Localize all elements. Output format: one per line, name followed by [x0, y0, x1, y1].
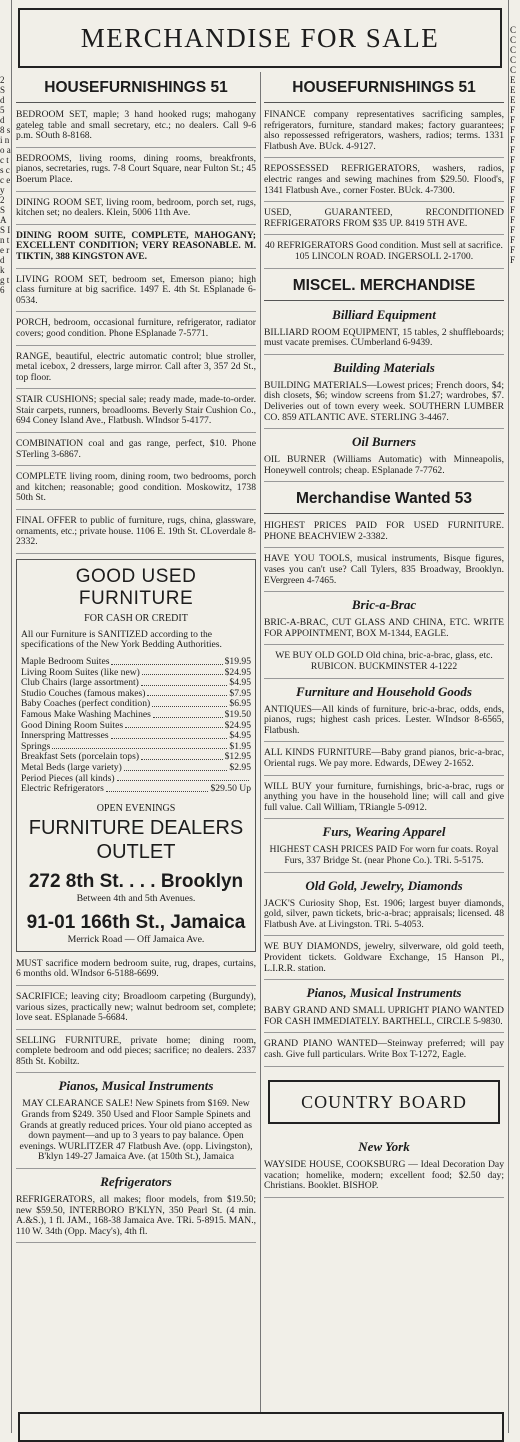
classified-ad: MAY CLEARANCE SALE! New Spinets from $169. New Grands from $249. 350 Used and Floor Sample Spinets and Grands at greatly reduced prices. Your old piano accepted as down payment—and up to 3 years to pay balance. Open evenings. WURLITZER 47 Flatbush Ave. (opp. Livingston), B'klyn 149-27 Jamaica Ave. (at 150th St.), Jamaica	[16, 1098, 256, 1169]
merchandise-wanted-heading: Merchandise Wanted 53	[264, 487, 504, 514]
dealer-name-2: OUTLET	[96, 840, 176, 863]
classified-ad: PORCH, bedroom, occasional furniture, refrigerator, radiator covers; good condition. Phone ESplanade 7-5771.	[16, 317, 256, 345]
next-section-box	[18, 1412, 504, 1442]
household-goods-heading: Furniture and Household Goods	[296, 683, 472, 699]
display-ad-title: GOOD USED FURNITURE	[75, 565, 197, 609]
classified-ad: HIGHEST CASH PRICES PAID For worn fur coats. Royal Furs, 337 Bridge St. (near Phone Co.). TRi. 5-5175.	[264, 844, 504, 872]
furs-heading: Furs, Wearing Apparel	[322, 824, 446, 840]
refrigerators-heading: Refrigerators	[100, 1174, 172, 1190]
housefurnishings-heading: HOUSEFURNISHINGS 51	[264, 76, 504, 103]
classified-ad: WE BUY DIAMONDS, jewelry, silverware, old gold teeth, Provident tickets. Goldware Exchange, 15 Hanson Pl., L.I.R.R. station.	[264, 941, 504, 980]
classified-ad: OIL BURNER (Williams Automatic) with Minneapolis, Honeywell controls; cheap. ESplanade 7-7762.	[264, 454, 504, 482]
price-row: Living Room Suites (like new) $24.95	[21, 666, 251, 678]
price-row: Studio Couches (famous makes) $7.95	[21, 687, 251, 699]
price-row: Metal Beds (large variety) $2.95	[21, 761, 251, 773]
brooklyn-address: 272 8th St. . . . Brooklyn	[28, 870, 244, 892]
bric-a-brac-heading: Bric-a-Brac	[351, 597, 417, 613]
price-row: Baby Coaches (perfect condition) $6.95	[21, 698, 251, 710]
left-adjacent-column-fragment: 2 S d 5 d 8 s i n o a c t s c c e y 2 S A S I n t e r d k g t 6	[0, 0, 12, 1433]
classified-ad: BABY GRAND AND SMALL UPRIGHT PIANO WANTED FOR CASH IMMEDIATELY. BARTHELL, CIRCLE 5-9830.	[264, 1005, 504, 1033]
dealer-name: FURNITURE DEALERS	[28, 816, 244, 839]
price-row: Electric Refrigerators $29.50 Up	[21, 783, 251, 795]
price-row: Breakfast Sets (porcelain tops) $12.95	[21, 751, 251, 763]
classified-ad: JACK'S Curiosity Shop, Est. 1906; largest buyer diamonds, gold, silver, pawn tickets, bric-a-brac; appraisals; licensed. 48 Flatbush Ave. at Livingston. TRi. 5-4053.	[264, 898, 504, 937]
right-column	[264, 76, 504, 1072]
classified-ad: HIGHEST PRICES PAID FOR USED FURNITURE. PHONE BEACHVIEW 2-3382.	[264, 520, 504, 548]
classified-ad: DINING ROOM SUITE, COMPLETE, MAHOGANY; EXCELLENT CONDITION; VERY REASONABLE. M. TIKTIN, 388 KINGSTON AVE.	[16, 230, 256, 269]
price-list	[21, 657, 251, 795]
classified-ad: COMPLETE living room, dining room, two bedrooms, porch and kitchen; reasonable; good condition. Moskowitz, 1738 50th St.	[16, 471, 256, 510]
classified-ad: BILLIARD ROOM EQUIPMENT, 15 tables, 2 shuffleboards; must vacate premises. CUmberland 6-9439.	[264, 327, 504, 355]
classified-ad: ALL KINDS FURNITURE—Baby grand pianos, bric-a-brac, Oriental rugs. We pay more. Edwards, DEwey 2-1652.	[264, 747, 504, 775]
right-adjacent-column-fragment: C C C C C E E E F F F F F F F F F F F F F F F F	[508, 0, 520, 1433]
classified-ad: 40 REFRIGERATORS Good condition. Must sell at sacrifice. 105 LINCOLN ROAD. INGERSOLL 2-1700.	[264, 240, 504, 268]
jamaica-address: 91-01 166th St., Jamaica	[26, 911, 246, 933]
classified-ad: DINING ROOM SET, living room, bedroom, porch set, rugs, kitchen set; no dealers. Klein, 5006 11th Ave.	[16, 197, 256, 225]
billiard-heading: Billiard Equipment	[332, 306, 436, 322]
price-row: Maple Bedroom Suites $19.95	[21, 656, 251, 667]
column-divider	[260, 72, 261, 1412]
pianos-heading: Pianos, Musical Instruments	[58, 1078, 214, 1094]
classified-ad: GRAND PIANO WANTED—Steinway preferred; will pay cash. Give full particulars. Write Box T-1272, Eagle.	[264, 1038, 504, 1066]
classified-ad: WE BUY OLD GOLD Old china, bric-a-brac, glass, etc. RUBICON. BUCKMINSTER 4-1222	[264, 650, 504, 678]
classified-ad: RANGE, beautiful, electric automatic control; blue stroller, metal icebox, 2 dressers, large mirror. Call after 3, 357 2d St., top floor.	[16, 351, 256, 390]
classified-ad: STAIR CUSHIONS; special sale; ready made, made-to-order. Stair carpets, runners, broadlooms. Beverly Stair Cushion Co., 694 Coney Island Ave., Flatbush. WIndsor 5-4177.	[16, 394, 256, 433]
brooklyn-address-note: Between 4th and 5th Avenues.	[76, 892, 196, 904]
country-board-banner: COUNTRY BOARD	[268, 1080, 500, 1124]
price-row: Period Pieces (all kinds)	[21, 774, 251, 785]
classified-ad: BEDROOMS, living rooms, dining rooms, breakfronts, pianos, secretaries, rugs. 7-8 Court Square, near Fulton St.; 45 Boerum Place.	[16, 153, 256, 192]
classified-ad: SELLING FURNITURE, private home; dining room, complete bedroom and odd pieces; sacrifice; no dealers. 2337 85th St. Kobiltz.	[16, 1035, 256, 1074]
classified-ad: REFRIGERATORS, all makes; floor models, from $19.50; new $59.50, INTERBORO B'KLYN, 350 Pearl St. (4 min. A.&S.), 1 fl. JAM., 168-38 Jamaica Ave. TRi. 5-8915. MAN., 110 W. 34th (Opp. Macy's), 4th fl.	[16, 1194, 256, 1243]
housefurnishings-heading: HOUSEFURNISHINGS 51	[16, 76, 256, 103]
price-row: Club Chairs (large assortment) $4.95	[21, 677, 251, 689]
price-row: Innerspring Mattresses $4.95	[21, 730, 251, 742]
building-heading: Building Materials	[333, 359, 435, 375]
oil-burners-heading: Oil Burners	[352, 434, 416, 450]
price-row: Famous Make Washing Machines $19.50	[21, 708, 251, 720]
display-ad-note: All our Furniture is SANITIZED according to the specifications of the New York Bedding Authorities.	[21, 628, 222, 651]
price-row: Good Dining Room Suites $24.95	[21, 719, 251, 731]
classified-ad: FINAL OFFER to public of furniture, rugs, china, glassware, ornaments, etc.; private house. 1106 E. 19th St. CLoverdale 8-2332.	[16, 515, 256, 554]
display-ad-furniture-outlet	[16, 559, 256, 952]
left-column	[16, 76, 256, 1248]
display-ad-subtitle: FOR CASH OR CREDIT	[84, 612, 188, 624]
classified-ad: MUST sacrifice modern bedroom suite, rug, drapes, curtains, 6 months old. WIndsor 6-5188-6699.	[16, 958, 256, 986]
classified-ad: FINANCE company representatives sacrificing samples, refrigerators, furniture, standard makes; factory guarantees; also repossessed refrigerators, washers, radios; terms. 1331 Flatbush Ave. BUck. 4-9127.	[264, 109, 504, 158]
classified-ad: BEDROOM SET, maple; 3 hand hooked rugs; mahogany gateleg table and small secretary, etc.; no dealers. Call 9-6 p.m. SOuth 8-8168.	[16, 109, 256, 148]
classified-ad: WILL BUY your furniture, furnishings, bric-a-brac, rugs or anything you have in the household line; will call and give full value. Call William, TRiangle 5-0912.	[264, 781, 504, 820]
jamaica-address-note: Merrick Road — Off Jamaica Ave.	[67, 933, 205, 945]
open-evenings: OPEN EVENINGS	[96, 802, 176, 814]
classified-ad: ANTIQUES—All kinds of furniture, bric-a-brac, odds, ends, pianos, rugs; highest cash prices. Lester. WIndsor 8-6565, Flatbush.	[264, 704, 504, 743]
new-york-heading: New York	[358, 1139, 410, 1154]
classified-ad: WAYSIDE HOUSE, COOKSBURG — Ideal Decoration Day vacation; homelike, modern; excellent food; $2.50 day; Christians. Booklet. BISHOP.	[264, 1159, 504, 1198]
classified-ad: LIVING ROOM SET, bedroom set, Emerson piano; high class furniture at big sacrifice. 1497 E. 4th St. ESplanade 6-0534.	[16, 274, 256, 313]
classified-ad: HAVE YOU TOOLS, musical instruments, Bisque figures, vases you can't use? Call Tylers, 835 Broadway, Brooklyn. EVergreen 4-7465.	[264, 553, 504, 592]
country-board-section	[264, 1134, 504, 1203]
price-row: Springs $1.95	[21, 740, 251, 752]
classified-ad: SACRIFICE; leaving city; Broadloom carpeting (Burgundy), various sizes, practically new; walnut bedroom set, complete; love seat. ESplanade 5-6684.	[16, 991, 256, 1030]
classified-ad: COMBINATION coal and gas range, perfect, $10. Phone STerling 3-6867.	[16, 438, 256, 466]
gold-heading: Old Gold, Jewelry, Diamonds	[305, 877, 463, 893]
classified-ad: BUILDING MATERIALS—Lowest prices; French doors, $4; dish closets, $6; window screens from $1.27; wardrobes, $7. Deliveries out of town every week. SOUTHERN LUMBER CO. 859 ATLANTIC AVE. STERLING 3-4467.	[264, 380, 504, 429]
section-banner: MERCHANDISE FOR SALE	[18, 8, 502, 68]
miscellaneous-heading: MISCEL. MERCHANDISE	[264, 274, 504, 301]
classified-ad: USED, GUARANTEED, RECONDITIONED REFRIGERATORS FROM $35 UP. 8419 5TH AVE.	[264, 207, 504, 235]
classified-ad: REPOSSESSED REFRIGERATORS, washers, radios, electric ranges and sewing machines from $29.50. Flood's, 1341 Flatbush Ave., corner Foster. BUck. 4-7300.	[264, 163, 504, 202]
classified-ad: BRIC-A-BRAC, CUT GLASS AND CHINA, ETC. WRITE FOR APPOINTMENT, BOX M-1344, EAGLE.	[264, 617, 504, 645]
pianos-wanted-heading: Pianos, Musical Instruments	[306, 985, 462, 1001]
